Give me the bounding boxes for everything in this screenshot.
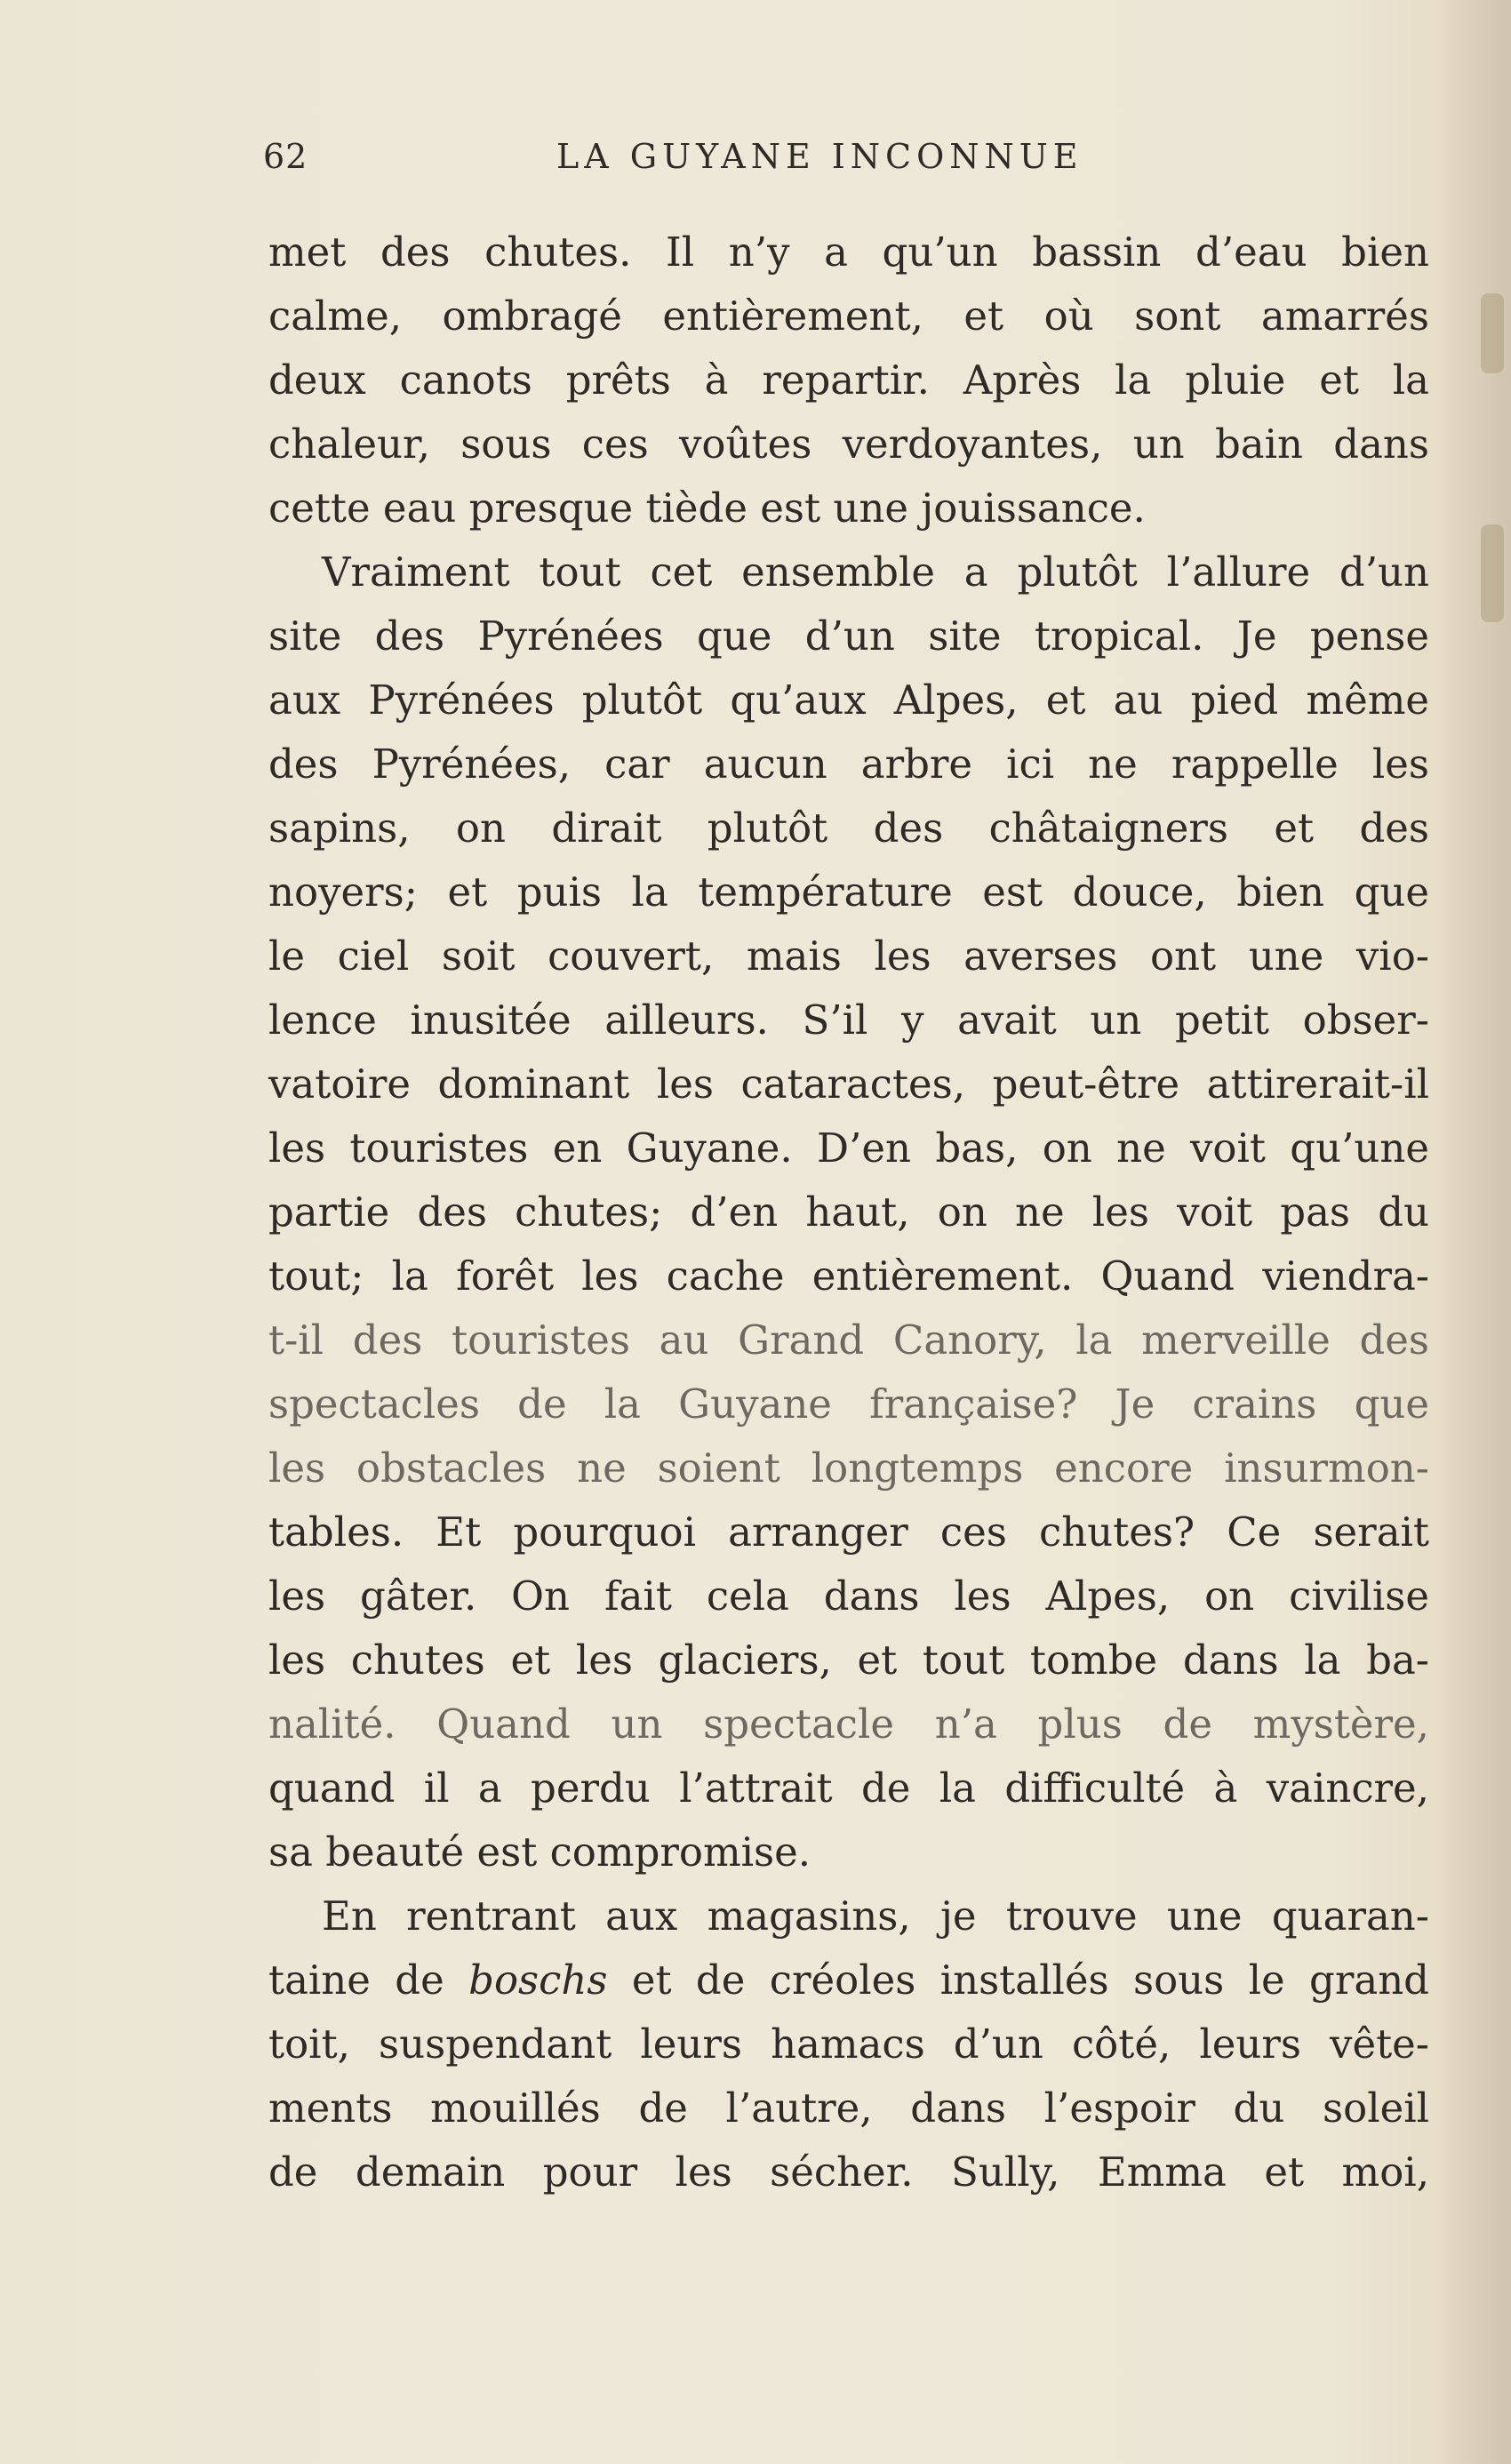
text-line: Vraiment tout cet ensemble a plutôt l’allure d’un xyxy=(322,548,1429,596)
text-line: de demain pour les sécher. Sully, Emma et moi, xyxy=(268,2148,1429,2196)
text-line: En rentrant aux magasins, je trouve une quaran- xyxy=(322,1892,1429,1940)
text-line: noyers; et puis la température est douce, bien que xyxy=(268,868,1429,916)
text-line: vatoire dominant les cataractes, peut-être attirerait-il xyxy=(268,1060,1429,1108)
text-line: site des Pyrénées que d’un site tropical. Je pense xyxy=(268,612,1429,660)
text-line: sa beauté est compromise. xyxy=(268,1828,811,1876)
text-line: quand il a perdu l’attrait de la difficulté à vaincre, xyxy=(268,1764,1429,1812)
text-line: nalité. Quand un spectacle n’a plus de mystère, xyxy=(268,1700,1429,1748)
text-line: lence inusitée ailleurs. S’il y avait un petit obser- xyxy=(268,996,1429,1044)
text-line: les obstacles ne soient longtemps encore insurmon- xyxy=(268,1444,1429,1492)
text-line: tables. Et pourquoi arranger ces chutes? Ce serait xyxy=(268,1508,1429,1556)
text-line: le ciel soit couvert, mais les averses ont une vio- xyxy=(268,932,1429,980)
italic-word: boschs xyxy=(468,1956,608,2004)
page-edge-stain xyxy=(1481,293,1504,373)
text-line: t-il des touristes au Grand Canory, la merveille des xyxy=(268,1316,1429,1364)
text-line: partie des chutes; d’en haut, on ne les voit pas du xyxy=(268,1188,1429,1236)
text-line: met des chutes. Il n’y a qu’un bassin d’eau bien xyxy=(268,228,1429,276)
text-line: aux Pyrénées plutôt qu’aux Alpes, et au pied même xyxy=(268,676,1429,724)
running-head xyxy=(263,130,1429,183)
text-segment: taine de xyxy=(268,1956,469,2004)
text-line: spectacles de la Guyane française? Je crains que xyxy=(268,1380,1429,1428)
text-line: ments mouillés de l’autre, dans l’espoir du soleil xyxy=(268,2084,1429,2132)
text-line: deux canots prêts à repartir. Après la pluie et la xyxy=(268,356,1429,404)
text-line: des Pyrénées, car aucun arbre ici ne rappelle les xyxy=(268,740,1429,788)
text-line: les gâter. On fait cela dans les Alpes, on civilise xyxy=(268,1572,1429,1620)
text-line: les touristes en Guyane. D’en bas, on ne voit qu’une xyxy=(268,1124,1429,1172)
text-line: cette eau presque tiède est une jouissance. xyxy=(268,484,1146,532)
page-number: 62 xyxy=(263,137,308,176)
text-line xyxy=(268,1948,1429,2012)
text-line: calme, ombragé entièrement, et où sont amarrés xyxy=(268,292,1429,340)
text-line: toit, suspendant leurs hamacs d’un côté, leurs vête- xyxy=(268,2020,1429,2068)
running-title: LA GUYANE INCONNUE xyxy=(556,137,1083,176)
text-line: sapins, on dirait plutôt des châtaigners et des xyxy=(268,804,1429,852)
body-text xyxy=(268,220,1429,2204)
text-segment: et de créoles installés sous le grand xyxy=(607,1956,1429,2004)
page-edge-stain xyxy=(1481,524,1504,622)
text-line: chaleur, sous ces voûtes verdoyantes, un bain dans xyxy=(268,420,1429,468)
text-line: tout; la forêt les cache entièrement. Quand viendra- xyxy=(268,1252,1429,1300)
text-line: les chutes et les glaciers, et tout tombe dans la ba- xyxy=(268,1636,1429,1684)
